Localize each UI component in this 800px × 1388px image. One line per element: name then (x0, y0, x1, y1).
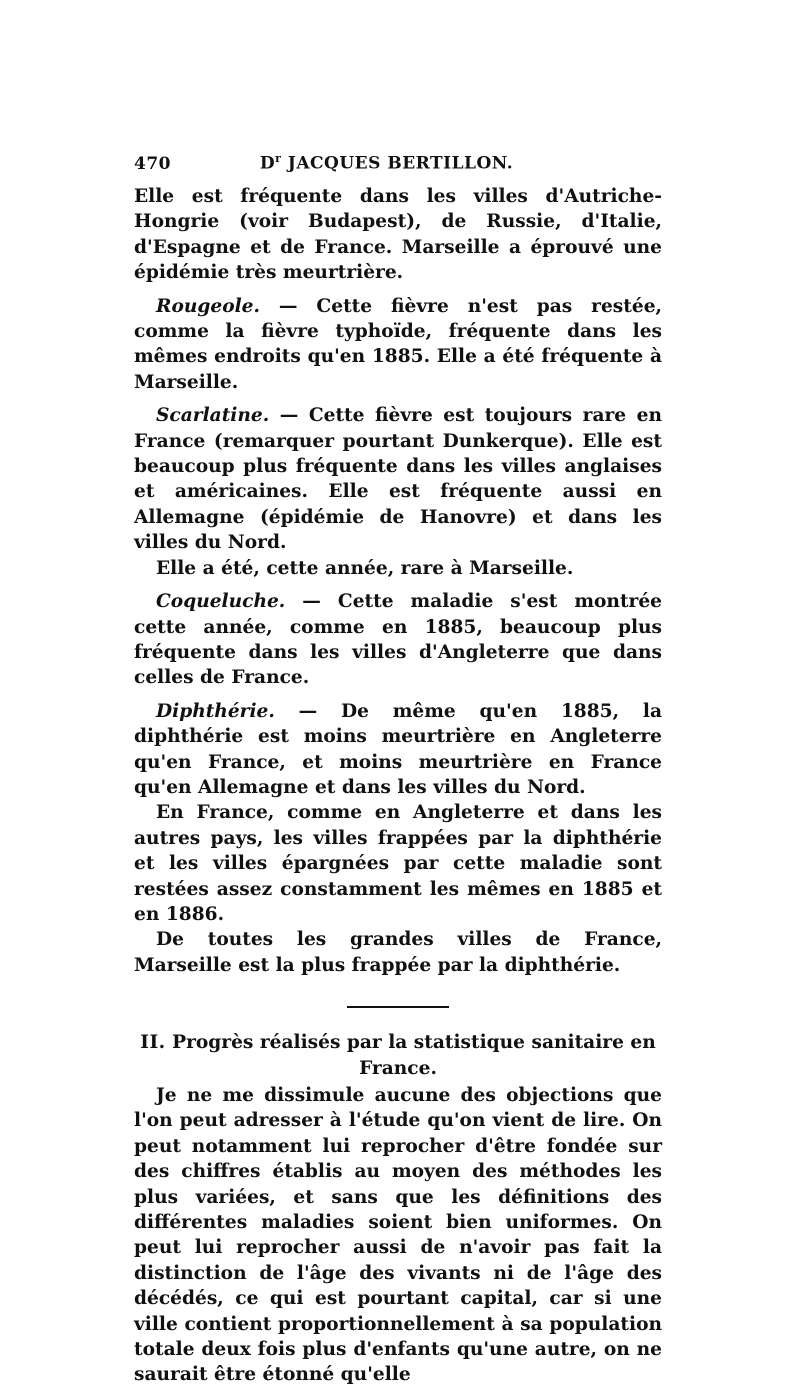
author-prefix: D (259, 153, 276, 174)
section-divider (347, 1006, 449, 1008)
term-scarlatine: Scarlatine. (156, 405, 270, 427)
text-rougeole: — Cette fièvre n'est pas restée, comme la fièvre typhoïde, fréquente dans les mêmes endroits qu'en 1885. Elle a été fréquente à Marseille. (134, 295, 662, 393)
paragraph-diphtherie (134, 699, 662, 801)
page-number: 470 (134, 153, 171, 174)
author-name: JACQUES BERTILLON. (281, 153, 514, 174)
paragraph-hongrie: Elle est fréquente dans les villes d'Autriche-Hongrie (voir Budapest), de Russie, d'Italie, d'Espagne et de France. Marseille a éprouvé une épidémie très meurtrière. (134, 186, 662, 284)
paragraph-marseille-diphtherie: De toutes les grandes villes de France, Marseille est la plus frappée par la diphthérie. (134, 929, 662, 976)
paragraph-objections: Je ne me dissimule aucune des objections que l'on peut adresser à l'étude qu'on vient de lire. On peut notamment lui reprocher d'être fondée sur des chiffres établis au moyen des méthodes les plus variées, et sans que les définitions des différentes maladies soient bien uniformes. On peut lui reprocher aussi de n'avoir pas fait la distinction de l'âge des vivants ni de l'âge des décédés, ce qui est pourtant capital, car si une ville contient proportionnellement à sa population totale deux fois plus d'enfants qu'une autre, on ne saurait être étonné qu'elle (134, 1085, 662, 1386)
section-title: Progrès réalisés par la statistique sanitaire en France. (165, 1032, 656, 1079)
book-page (134, 152, 662, 1388)
text-scarlatine: — Cette fièvre est toujours rare en France (remarquer pourtant Dunkerque). Elle est beaucoup plus fréquente dans les villes anglaises et américaines. Elle est fréquente aussi en Allemagne (épidémie de Hanovre) et dans les villes du Nord. (134, 405, 662, 554)
paragraph-scarlatine (134, 403, 662, 555)
text-diphtherie: — De même qu'en 1885, la diphthérie est moins meurtrière en Angleterre qu'en France, et moins meurtrière en France qu'en Allemagne et dans les villes du Nord. (134, 700, 662, 798)
paragraph-france-angleterre: En France, comme en Angleterre et dans les autres pays, les villes frappées par la diphthérie et les villes épargnées par cette maladie sont restées assez constamment les mêmes en 1885 et en 1886. (134, 802, 662, 925)
running-head-author (171, 152, 662, 174)
section-heading (134, 1030, 662, 1081)
term-diphtherie: Diphthérie. (156, 700, 275, 722)
text-coqueluche: — Cette maladie s'est montrée cette année, comme en 1885, beaucoup plus fréquente dans les villes d'Angleterre que dans celles de France. (134, 591, 662, 689)
paragraph-coqueluche (134, 589, 662, 691)
section-number: II. (140, 1032, 166, 1054)
paragraph-rougeole (134, 294, 662, 396)
author-superscript: r (275, 152, 282, 165)
running-head (134, 152, 662, 180)
term-rougeole: Rougeole. (156, 295, 260, 317)
paragraph-scarlatine-marseille: Elle a été, cette année, rare à Marseille. (156, 557, 574, 579)
term-coqueluche: Coqueluche. (156, 591, 286, 613)
